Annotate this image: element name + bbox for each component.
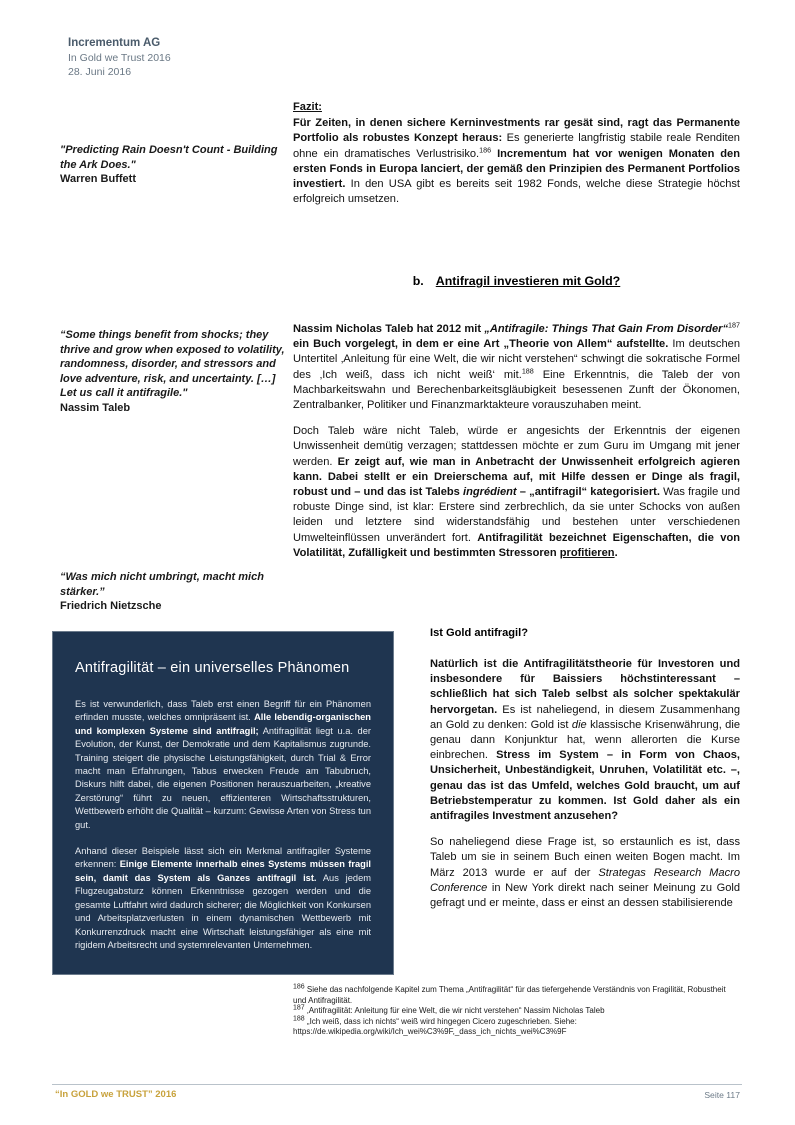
taleb-p1-a: Nassim Nicholas Taleb hat 2012 mit [293, 323, 485, 335]
isgold-p1-italic: die [571, 718, 587, 731]
quote-author: Friedrich Nietzsche [60, 600, 162, 612]
taleb-p1-b: ein Buch vorgelegt, in dem er eine Art „Theorie von Allem“ aufstellte. [293, 338, 669, 351]
footnote-number: 187 [293, 1004, 305, 1012]
footer-report-label: “In GOLD we TRUST” 2016 [55, 1089, 177, 1100]
infobox-antifragilitaet [52, 631, 394, 975]
footnote-number: 186 [293, 983, 305, 991]
footnote-link[interactable]: https://de.wikipedia.org/wiki/Ich_wei%C3%9F,_dass_ich_nichts_wei%C3%9F [293, 1027, 567, 1037]
footnote-number: 188 [293, 1015, 305, 1023]
isgold-p1-bold-2: Stress im System – in Form von Chaos, Unsicherheit, Unbeständigkeit, Unruhen, Volatilität etc. –, genau das ist das Umfeld, welches Gold braucht, um auf Betriebstemperatur zu kommen. Ist Gold daher als ein antifragiles Investment anzusehen? [430, 749, 741, 823]
isgold-p2-b: in New York direkt nach seiner Meinung zu Gold gefragt und er meinte, dass er einst an dessen stabilisierende [430, 881, 740, 910]
taleb-p1-c: Im deutschen Untertitel ‚Anleitung für eine Welt, die wir nicht verstehen“ schwingt die sokratische Formel des ‚Ich weiß, dass ich nicht weiß‘ mit. [293, 338, 740, 381]
footnote-text: ‚Antifragilität: Anleitung für eine Welt, die wir nicht verstehen“ Nassim Nicholas Taleb [306, 1006, 605, 1016]
section-number: b. [412, 274, 424, 288]
infobox-paragraph-2 [75, 845, 371, 952]
footer-page-number: Seite 117 [704, 1090, 740, 1100]
quote-text: "Predicting Rain Doesn't Count - Building the Ark Does." [60, 144, 278, 171]
footnote-186 [293, 985, 740, 1006]
fazit-bold-2: Incrementum hat vor wenigen Monaten den ersten Fonds in Europa lanciert, der gemäß den Prinzipien des Permanent Portfolios investiert. [293, 147, 740, 191]
taleb-p2-e: Antifragilität bezeichnet Eigenschaften, die von Volatilität, Zufälligkeit und bestimmten Stressoren [293, 531, 740, 559]
footnote-ref-188: 188 [521, 365, 534, 375]
paragraph-isgold-1 [430, 657, 740, 824]
footnote-ref-186: 186 [479, 144, 492, 154]
subheading-ist-gold-antifragil: Ist Gold antifragil? [430, 627, 528, 639]
footer-divider [52, 1084, 742, 1085]
paragraph-taleb-1 [293, 322, 740, 413]
section-title: Antifragil investieren mit Gold? [435, 274, 621, 288]
infobox-paragraph-1 [75, 698, 371, 832]
fazit-section [293, 100, 740, 218]
infobox-p2-c: Aus jedem Flugzeugabsturz können Erkenntnisse gezogen werden und die gesamte Luftfahrt wird dadurch sicherer; die Möglichkeit von Konkursen und Arbeitsplatzverlusten in einem dynamischen Wettbewerb mit Konkurrenzdruck macht eine Wirtschaft leistungsfähiger als eine mit rigidem Arbeitsrecht und systemrelevanten Unternehmen. [75, 872, 372, 950]
footnote-188 [293, 1017, 740, 1038]
footnote-187 [293, 1006, 740, 1017]
taleb-p2-f: . [614, 546, 618, 559]
infobox-p2-a: Anhand dieser Beispiele lässt sich ein Merkmal antifragiler Systeme erkennen: [75, 846, 371, 870]
taleb-p1-booktitle: „Antifragile: Things That Gain From Disorder“ [484, 323, 729, 335]
isgold-p2-conference: Strategas Research Macro Conference [430, 866, 740, 894]
taleb-p2-ingredient: ingrédient [463, 486, 517, 499]
fazit-text-1: Es generierte langfristig stabile reale Renditen ohne ein dramatisches Verlustrisiko. [293, 132, 740, 160]
taleb-p2-a: Doch Taleb wäre nicht Taleb, würde er angesichts der Erkenntnis der eigenen Unwissenheit demütig verzagen; stattdessen möchte er zum Guru im Umgang mit jener werden. [293, 425, 740, 468]
taleb-p2-underlined: profitieren [559, 546, 615, 559]
paragraph-taleb-2 [293, 424, 740, 561]
margin-quote-nietzsche [60, 570, 292, 614]
isgold-p1-bold-1: Natürlich ist die Antifragilitätstheorie für Investoren und insbesondere für Baissiers höchstinteressant – schließlich hat sich Taleb selbst als solcher spektakulär hervorgetan. [430, 658, 740, 716]
isgold-section [430, 657, 740, 922]
fazit-bold-1: Für Zeiten, in denen sichere Kerninvestments rar gesät sind, ragt das Permanente Portfolio als robustes Konzept heraus: [293, 117, 740, 145]
quote-author: Nassim Taleb [60, 401, 131, 414]
isgold-p2-a: So naheliegend diese Frage ist, so erstaunlich es ist, dass Taleb um sie in seinem Buch einen weiten Bogen macht. Im März 2013 wurde er auf der [430, 836, 740, 879]
margin-quote-taleb [60, 328, 292, 415]
quote-text: “Some things benefit from shocks; they thrive and grow when exposed to volatility, randomness, disorder, and stressors and love adventure, risk, and uncertainty. […] Let us call it antifragile." [60, 329, 285, 399]
footnotes-area [293, 985, 740, 1038]
footnote-text: Siehe das nachfolgende Kapitel zum Thema „Antifragilität“ für das tiefergehende Verständnis von Fragilität, Robustheit und Antifragilität. [293, 985, 726, 1005]
paragraph-isgold-2 [430, 835, 740, 911]
fazit-text-2: In den USA gibt es bereits seit 1982 Fonds, welche diese Strategie höchst erfolgreich umsetzen. [293, 178, 740, 206]
infobox-p1-a: Es ist verwunderlich, dass Taleb erst einen Begriff für ein Phänomen erfinden musste, welches omnipräsent ist. [75, 699, 371, 723]
header-report-title: In Gold we Trust 2016 [68, 52, 171, 64]
margin-quote-buffett [60, 143, 292, 187]
infobox-p2-bold: Einige Elemente innerhalb eines Systems müssen fragil sein, damit das System als Ganzes antifragil ist. [75, 859, 371, 883]
taleb-p2-c: – „antifragil“ kategorisiert. [516, 486, 660, 499]
header-date: 28. Juni 2016 [68, 66, 132, 78]
infobox-body [75, 698, 371, 952]
isgold-p1-text-1: Es ist naheliegend, in diesem Zusammenhang an Gold zu denken: Gold ist [430, 703, 740, 731]
document-header [68, 36, 468, 79]
infobox-title: Antifragilität – ein universelles Phänomen [75, 660, 350, 676]
fazit-label: Fazit: [293, 101, 322, 113]
taleb-p2-b: Er zeigt auf, wie man in Anbetracht der Unwissenheit erfolgreich agieren kann. Dabei stellt er ein Dreierschema auf, mit Hilfe dessen er Dinge als fragil, robust und – und das ist Talebs [293, 455, 740, 499]
quote-author: Warren Buffett [60, 173, 136, 185]
footnote-ref-187: 187 [728, 320, 741, 330]
header-company: Incrementum AG [68, 37, 161, 49]
infobox-p1-c: Antifragilität liegt u.a. der Evolution, der Kunst, der Demokratie und dem Kapitalismus zugrunde. Training steigert die physische Leistungsfähigkeit, durch Trial & Error macht man Erfahrungen, Tabus erwecken Freude am Tabubruch, Diskurs hilft dabei, die eigenen Positionen herauszuarbeiten, „kreative Zerstörung“ führt zu neuen, effizienteren Wirtschaftsstrukturen, Wettbewerb erhöht die Qualität – kurzum: Gewisse Arten von Stress tun gut. [75, 725, 371, 830]
taleb-section [293, 322, 740, 572]
taleb-p2-d: Was fragile und robuste Dinge sind, ist klar: Erstere sind zerbrechlich, da sie unter Schocks von außen leiden und letztere sind widerstandsfähig und bestehen unter verschiedenen Umwelteinflüssen unverändert fort. [293, 486, 740, 544]
taleb-p1-d: Eine Erkenntnis, die Taleb der von Machbarkeitswahn und Berechenbarkeitsgläubigkeit besessenen Zunft der Ökonomen, Zentralbanker, Politiker und Finanzmarktakteure vorauszuhaben meint. [293, 368, 740, 412]
footnote-text: „Ich weiß, dass ich nichts“ weiß wird hingegen Cicero zugeschrieben. Siehe: [306, 1016, 577, 1026]
quote-text: “Was mich nicht umbringt, macht mich stärker.” [60, 571, 264, 598]
section-heading-b [293, 274, 740, 288]
infobox-p1-bold: Alle lebendig-organischen und komplexen Systeme sind antifragil; [75, 712, 371, 736]
isgold-p1-text-2: klassische Krisenwährung, die genau dann Konjunktur hat, wenn allerorten die Kurse einbrechen. [430, 718, 740, 762]
